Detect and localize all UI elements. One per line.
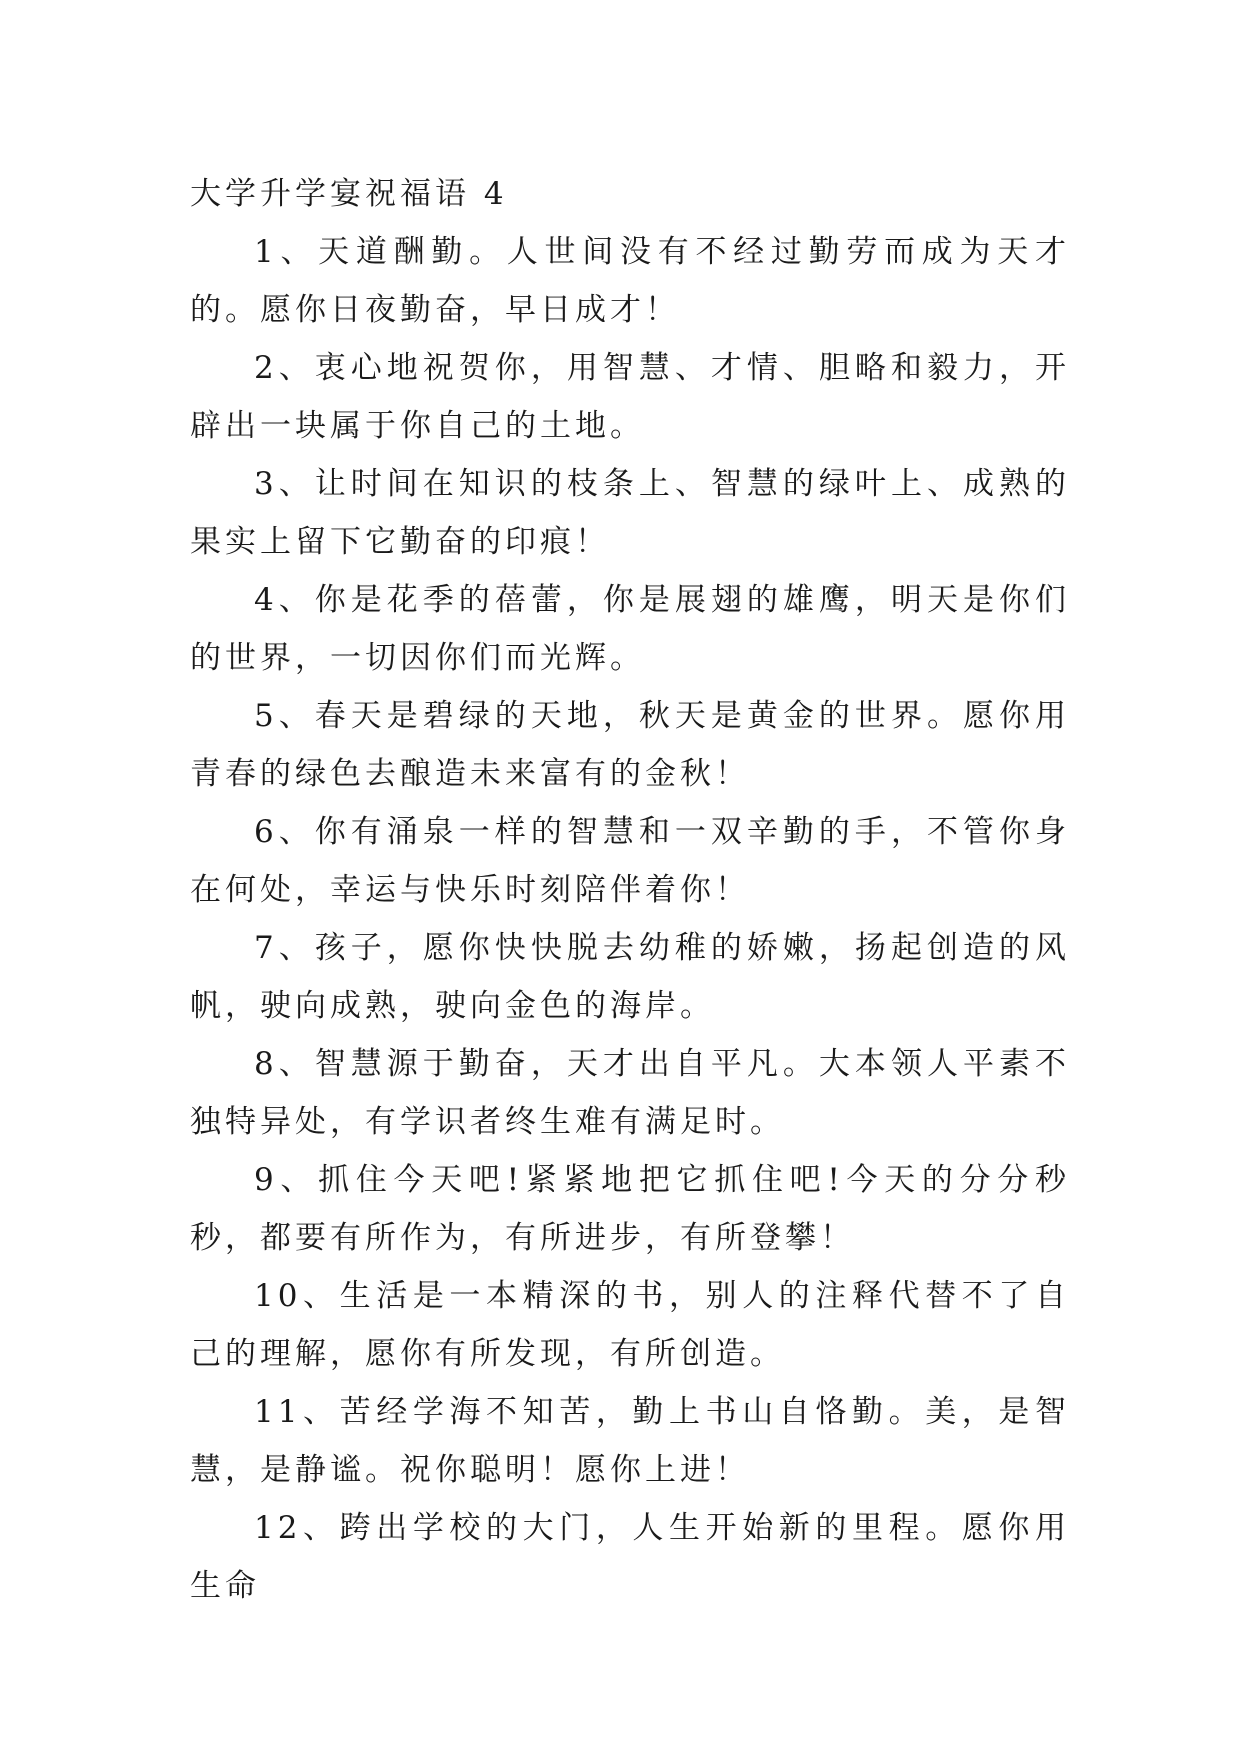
blessing-paragraph-4: 4、你是花季的蓓蕾，你是展翅的雄鹰，明天是你们的世界，一切因你们而光辉。 bbox=[190, 582, 1070, 676]
blessing-paragraph-11: 11、苦经学海不知苦，勤上书山自恪勤。美，是智慧，是静谧。祝你聪明！愿你上进！ bbox=[190, 1394, 1070, 1488]
blessing-paragraph-10: 10、生活是一本精深的书，别人的注释代替不了自己的理解，愿你有所发现，有所创造。 bbox=[190, 1278, 1070, 1372]
blessing-paragraph-3: 3、让时间在知识的枝条上、智慧的绿叶上、成熟的果实上留下它勤奋的印痕！ bbox=[190, 466, 1070, 560]
blessing-paragraph-12: 12、跨出学校的大门，人生开始新的里程。愿你用生命 bbox=[190, 1510, 1070, 1604]
blessing-paragraph-1: 1、天道酬勤。人世间没有不经过勤劳而成为天才的。愿你日夜勤奋，早日成才！ bbox=[190, 234, 1070, 328]
document-body bbox=[190, 165, 1070, 1615]
blessing-paragraph-5: 5、春天是碧绿的天地，秋天是黄金的世界。愿你用青春的绿色去酿造未来富有的金秋！ bbox=[190, 698, 1070, 792]
blessing-paragraph-8: 8、智慧源于勤奋，天才出自平凡。大本领人平素不独特异处，有学识者终生难有满足时。 bbox=[190, 1046, 1070, 1140]
blessing-paragraph-2: 2、衷心地祝贺你，用智慧、才情、胆略和毅力，开辟出一块属于你自己的土地。 bbox=[190, 350, 1070, 444]
blessing-paragraph-7: 7、孩子，愿你快快脱去幼稚的娇嫩，扬起创造的风帆，驶向成熟，驶向金色的海岸。 bbox=[190, 930, 1070, 1024]
blessing-paragraph-6: 6、你有涌泉一样的智慧和一双辛勤的手，不管你身在何处，幸运与快乐时刻陪伴着你！ bbox=[190, 814, 1070, 908]
blessing-paragraph-9: 9、抓住今天吧!紧紧地把它抓住吧!今天的分分秒秒，都要有所作为，有所进步，有所登攀！ bbox=[190, 1162, 1070, 1256]
document-title: 大学升学宴祝福语 4 bbox=[190, 176, 508, 212]
